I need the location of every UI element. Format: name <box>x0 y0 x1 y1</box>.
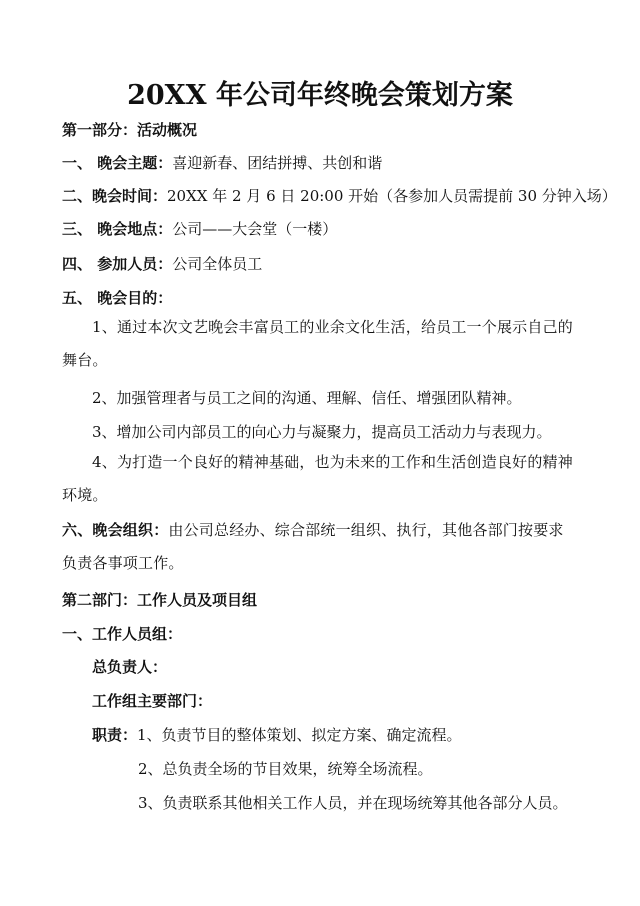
theme-value: 喜迎新春、团结拼搏、共创和谐 <box>172 154 383 172</box>
time-value: 20XX 年 2 月 6 日 20:00 开始（各参加人员需提前 30 分钟入场） <box>167 187 617 205</box>
place-item <box>62 219 337 239</box>
organization-item <box>62 514 578 580</box>
part2-heading: 第二部门：工作人员及项目组 <box>62 591 258 609</box>
main-dept-label: 工作组主要部门： <box>92 692 213 710</box>
purpose-item-1: 1、通过本次文艺晚会丰富员工的业余文化生活，给员工一个展示自己的舞台。 <box>62 318 573 369</box>
place-value: 公司——大会堂（一楼） <box>172 220 338 238</box>
chief-label: 总负责人： <box>92 658 168 676</box>
document-title: 20XX 年公司年终晚会策划方案 <box>127 80 513 111</box>
attendees-item <box>62 254 262 274</box>
duty-item-2: 2、总负责全场的节目效果，统筹全场流程。 <box>138 760 433 778</box>
staff-heading: 一、工作人员组： <box>62 625 183 643</box>
purpose-item-2: 2、加强管理者与员工之间的沟通、理解、信任、增强团队精神。 <box>92 389 522 407</box>
time-label: 二、晚会时间： <box>62 187 168 205</box>
purpose-heading: 五、 晚会目的： <box>62 289 173 307</box>
duty-item-1-row <box>92 725 462 745</box>
theme-item <box>62 153 382 173</box>
attendees-value: 公司全体员工 <box>172 255 263 273</box>
duty-item-3: 3、负责联系其他相关工作人员，并在现场统筹其他各部分人员。 <box>138 794 568 812</box>
theme-label: 一、 晚会主题： <box>62 154 173 172</box>
time-item <box>62 186 617 206</box>
attendees-label: 四、 参加人员： <box>62 255 173 273</box>
purpose-item-4: 4、为打造一个良好的精神基础，也为未来的工作和生活创造良好的精神环境。 <box>62 453 573 504</box>
organization-label: 六、晚会组织： <box>62 521 169 539</box>
organization-value: 由公司总经办、综合部统一组织、执行，其他各部门按要求负责各事项工作。 <box>62 521 564 572</box>
duty-item-1: 1、负责节目的整体策划、拟定方案、确定流程。 <box>137 726 462 744</box>
place-label: 三、 晚会地点： <box>62 220 173 238</box>
part1-heading: 第一部分：活动概况 <box>62 121 198 139</box>
duties-label: 职责： <box>92 726 138 744</box>
purpose-item-3: 3、增加公司内部员工的向心力与凝聚力，提高员工活动力与表现力。 <box>92 423 552 441</box>
